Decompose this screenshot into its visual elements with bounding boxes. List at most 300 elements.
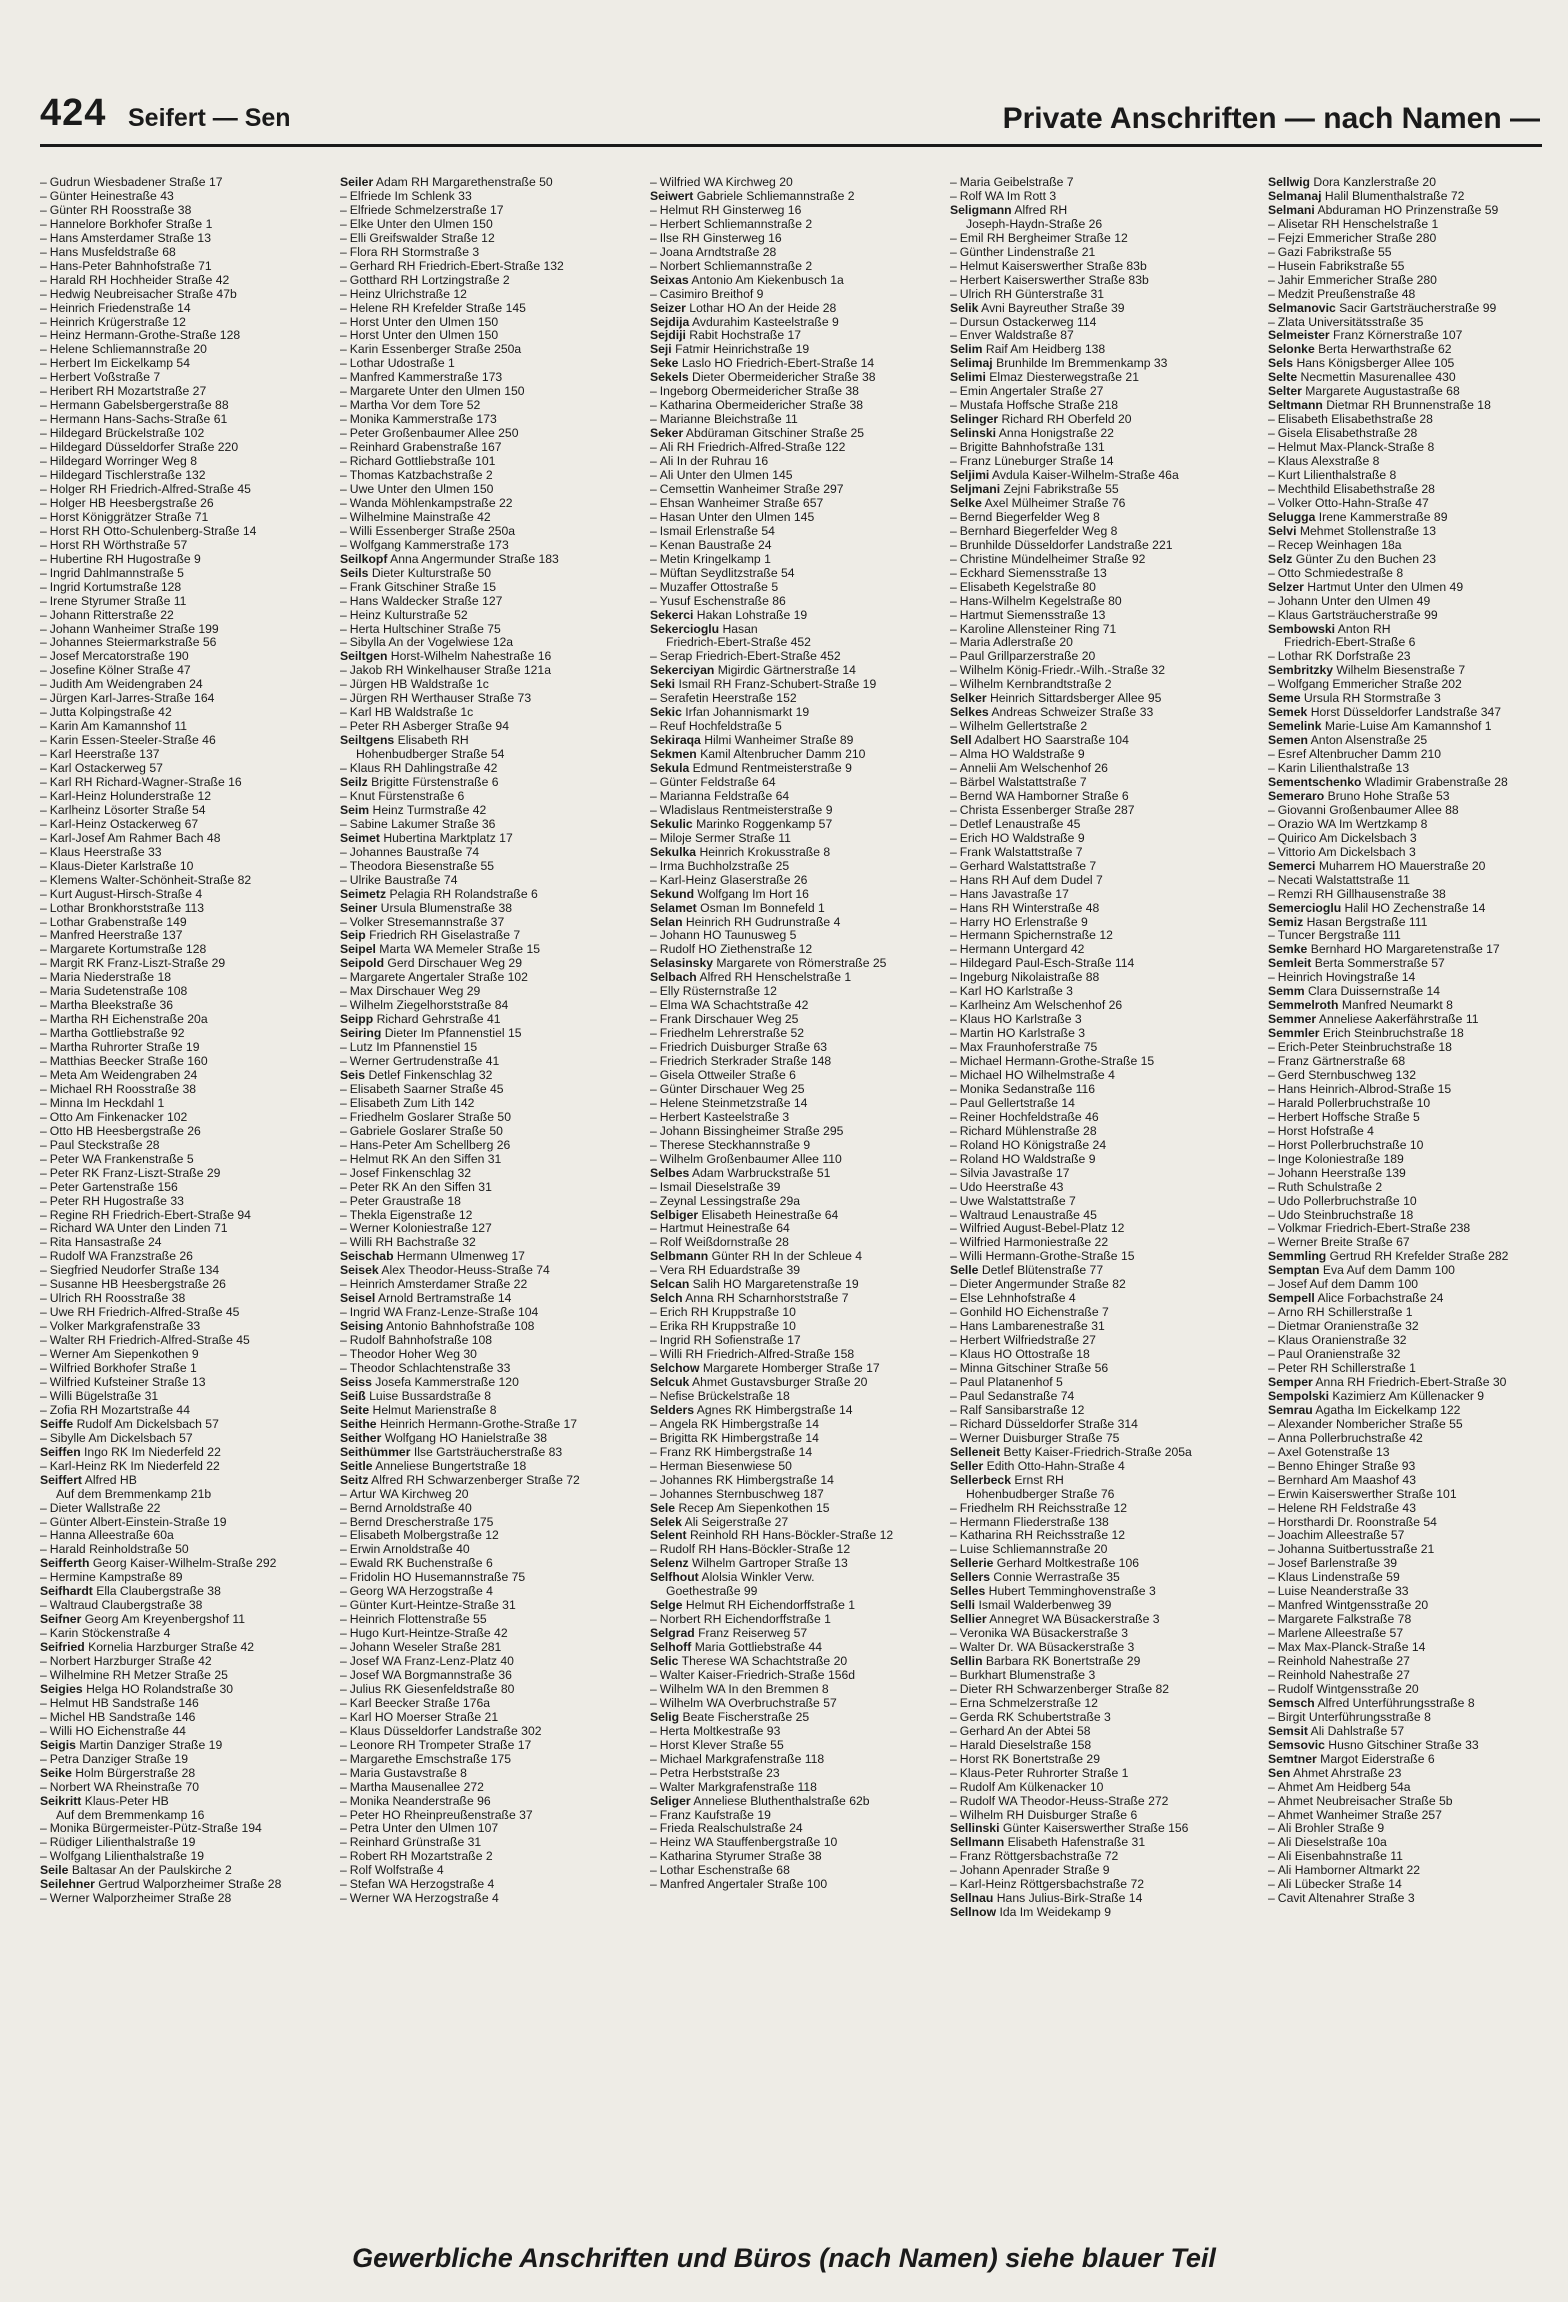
entry-text: Lothar Grabenstraße 149	[49, 915, 187, 929]
repeat-dash: –	[650, 1808, 657, 1822]
entry-text: Hasan Bergstraße 111	[1303, 915, 1428, 929]
entry-text: Rudolf Wintgensstraße 20	[1277, 1682, 1419, 1696]
directory-entry	[950, 1125, 1235, 1139]
repeat-dash: –	[40, 1208, 47, 1222]
entry-text: Karin Essenberger Straße 250a	[349, 343, 522, 357]
entry-text: Ulrike Baustraße 74	[349, 873, 458, 887]
directory-entry	[340, 1878, 625, 1892]
entry-text: Bernd Biegerfelder Weg 8	[959, 510, 1100, 524]
surname: Selmanaj	[1268, 189, 1322, 203]
entry-text: Ingo RK Im Niederfeld 22	[80, 1445, 221, 1459]
entry-text: Quirico Am Dickelsbach 3	[1277, 831, 1417, 845]
repeat-dash: –	[650, 1543, 657, 1557]
directory-entry	[340, 427, 625, 441]
surname: Selinski	[950, 427, 997, 441]
directory-entry	[340, 902, 625, 916]
surname: Sejdija	[650, 315, 690, 329]
entry-text: Harald Pollerbruchstraße 10	[1277, 1096, 1431, 1110]
directory-entry	[340, 343, 625, 357]
directory-entry	[40, 1836, 325, 1850]
page-header	[40, 92, 1540, 142]
repeat-dash: –	[650, 1682, 657, 1696]
entry-text: Roland HO Waldstraße 9	[959, 1152, 1096, 1166]
directory-entry	[650, 1292, 935, 1306]
entry-text: Karl RH Richard-Wagner-Straße 16	[49, 775, 242, 789]
directory-entry	[340, 218, 625, 232]
entry-text: Angela RK Himbergstraße 14	[659, 1417, 819, 1431]
surname: Selgrad	[650, 1627, 695, 1641]
entry-text: Herman Biesenwiese 50	[659, 1459, 792, 1473]
repeat-dash: –	[950, 594, 957, 608]
entry-text: Johannes RK Himbergstraße 14	[659, 1473, 834, 1487]
surname: Selbes	[650, 1166, 690, 1180]
entry-text: Peter RH Hugostraße 33	[49, 1194, 184, 1208]
directory-entry	[950, 1306, 1235, 1320]
directory-entry	[40, 929, 325, 943]
directory-entry	[1268, 511, 1538, 525]
directory-entry	[950, 1153, 1235, 1167]
directory-entry	[40, 664, 325, 678]
directory-entry	[1268, 1502, 1538, 1516]
repeat-dash: –	[40, 469, 47, 483]
directory-entry	[1268, 943, 1538, 957]
entry-text: Kurt August-Hirsch-Straße 4	[49, 887, 203, 901]
directory-entry	[40, 1250, 325, 1264]
directory-entry	[950, 1097, 1235, 1111]
repeat-dash: –	[1268, 1166, 1275, 1180]
surname: Sekund	[650, 887, 695, 901]
directory-entry	[1268, 1250, 1538, 1264]
surname: Seile	[40, 1864, 69, 1878]
repeat-dash: –	[340, 915, 347, 929]
directory-entry	[1268, 399, 1538, 413]
directory-entry	[340, 1850, 625, 1864]
repeat-dash: –	[40, 1724, 47, 1738]
directory-entry	[950, 1711, 1235, 1725]
repeat-dash: –	[40, 496, 47, 510]
entry-text: Connie Werrastraße 35	[989, 1571, 1120, 1585]
directory-entry	[650, 1139, 935, 1153]
entry-text: Hubertine RH Hugostraße 9	[49, 552, 201, 566]
directory-entry	[650, 902, 935, 916]
surname: Sellier	[950, 1613, 987, 1627]
entry-text: Therese Steckhannstraße 9	[659, 1138, 811, 1152]
directory-entry	[650, 1864, 935, 1878]
repeat-dash: –	[40, 455, 47, 469]
directory-entry	[40, 1683, 325, 1697]
repeat-dash: –	[40, 1403, 47, 1417]
entry-text: Berta Herwarthstraße 62	[1314, 343, 1452, 357]
repeat-dash: –	[950, 1236, 957, 1250]
repeat-dash: –	[40, 1389, 47, 1403]
directory-entry	[340, 846, 625, 860]
directory-entry	[1268, 664, 1538, 678]
directory-entry	[650, 469, 935, 483]
entry-text: Jahir Emmericher Straße 280	[1277, 273, 1437, 287]
entry-text: Luise Bussardstraße 8	[365, 1389, 492, 1403]
entry-text: Manfred Heerstraße 137	[49, 929, 183, 943]
surname: Seipp	[340, 1013, 374, 1027]
entry-text: Harry HO Erlenstraße 9	[959, 915, 1088, 929]
directory-entry	[340, 1306, 625, 1320]
directory-entry	[40, 762, 325, 776]
directory-entry	[1268, 1795, 1538, 1809]
surname: Seikritt	[40, 1794, 82, 1808]
repeat-dash: –	[950, 1362, 957, 1376]
entry-text: Irma Buchholzstraße 25	[659, 859, 790, 873]
directory-entry	[340, 1543, 625, 1557]
entry-text: Osman Im Bonnefeld 1	[696, 901, 825, 915]
directory-entry	[40, 1795, 325, 1809]
repeat-dash: –	[950, 1431, 957, 1445]
surname: Semmler	[1268, 1027, 1320, 1041]
directory-entry	[40, 748, 325, 762]
repeat-dash: –	[1268, 831, 1275, 845]
repeat-dash: –	[950, 1348, 957, 1362]
directory-entry	[40, 790, 325, 804]
entry-text: Katharina Obermeidericher Straße 38	[659, 399, 864, 413]
directory-entry	[340, 190, 625, 204]
repeat-dash: –	[950, 859, 957, 873]
surname: Selli	[950, 1599, 976, 1613]
directory-entry	[40, 720, 325, 734]
directory-entry	[650, 943, 935, 957]
directory-entry	[340, 204, 625, 218]
repeat-dash: –	[1268, 1822, 1275, 1836]
repeat-dash: –	[340, 301, 347, 315]
entry-text: Alisetar RH Henschelstraße 1	[1277, 217, 1439, 231]
directory-entry	[40, 1390, 325, 1404]
entry-text: Karin Essen-Steeler-Straße 46	[49, 734, 216, 748]
entry-text: Leonore RH Trompeter Straße 17	[349, 1738, 532, 1752]
surname: Selvi	[1268, 524, 1297, 538]
repeat-dash: –	[40, 1459, 47, 1473]
directory-entry	[340, 1390, 625, 1404]
entry-text: Karlheinz Lösorter Straße 54	[49, 803, 206, 817]
directory-entry	[1268, 413, 1538, 427]
repeat-dash: –	[340, 971, 347, 985]
repeat-dash: –	[40, 985, 47, 999]
surname: Seiltgens	[340, 734, 395, 748]
directory-entry	[650, 1181, 935, 1195]
repeat-dash: –	[650, 1236, 657, 1250]
directory-entry	[340, 316, 625, 330]
directory-entry	[340, 483, 625, 497]
entry-text: Elly Rüsternstraße 12	[659, 985, 777, 999]
directory-entry	[650, 1446, 935, 1460]
repeat-dash: –	[650, 455, 657, 469]
entry-text: Richard RH Oberfeld 20	[998, 413, 1132, 427]
entry-text: Karl HO Moerser Straße 21	[349, 1710, 499, 1724]
directory-entry	[950, 1250, 1235, 1264]
directory-entry	[40, 609, 325, 623]
entry-text: Gerhard RH Friedrich-Ebert-Straße 132	[349, 259, 564, 273]
entry-text: Eckhard Siemensstraße 13	[959, 566, 1107, 580]
entry-text: Julius RK Giesenfeldstraße 80	[349, 1682, 515, 1696]
repeat-dash: –	[650, 1752, 657, 1766]
entry-text: Martha RH Eichenstraße 20a	[49, 1013, 208, 1027]
entry-text: Luise Neanderstraße 33	[1277, 1585, 1409, 1599]
directory-entry	[1268, 302, 1538, 316]
repeat-dash: –	[650, 176, 657, 189]
surname: Selasinsky	[650, 957, 714, 971]
repeat-dash: –	[650, 1124, 657, 1138]
directory-entry	[40, 1655, 325, 1669]
repeat-dash: –	[950, 1515, 957, 1529]
directory-entry	[650, 1753, 935, 1767]
entry-text: Peter HO Rheinpreußenstraße 37	[349, 1808, 533, 1822]
directory-entry	[650, 985, 935, 999]
entry-text: Reinhold RH Hans-Böckler-Straße 12	[686, 1529, 894, 1543]
entry-text: Theodor Hoher Weg 30	[349, 1348, 477, 1362]
repeat-dash: –	[40, 1222, 47, 1236]
repeat-dash: –	[340, 1892, 347, 1906]
repeat-dash: –	[40, 176, 47, 189]
surname: Semeraro	[1268, 789, 1325, 803]
directory-entry	[950, 1236, 1235, 1250]
directory-entry	[1268, 1809, 1538, 1823]
directory-entry	[340, 1083, 625, 1097]
directory-entry	[40, 1125, 325, 1139]
directory-entry	[650, 539, 935, 553]
entry-text: Bernhard HO Margaretenstraße 17	[1307, 943, 1500, 957]
repeat-dash: –	[650, 1180, 657, 1194]
directory-entry	[950, 664, 1235, 678]
directory-entry	[650, 232, 935, 246]
directory-entry	[950, 1488, 1235, 1502]
entry-text: Klaus RH Dahlingstraße 42	[349, 762, 498, 776]
directory-entry	[340, 957, 625, 971]
directory-entry	[650, 1850, 935, 1864]
surname: Selcan	[650, 1278, 690, 1292]
entry-text: Hilmi Wanheimer Straße 89	[700, 734, 854, 748]
repeat-dash: –	[340, 1766, 347, 1780]
repeat-dash: –	[40, 217, 47, 231]
directory-entry	[950, 860, 1235, 874]
repeat-dash: –	[650, 1613, 657, 1627]
surname: Seke	[650, 357, 679, 371]
directory-entry	[340, 706, 625, 720]
entry-text: Ewald RK Buchenstraße 6	[349, 1557, 493, 1571]
entry-text: Martha Gottliebstraße 92	[49, 1027, 185, 1041]
entry-text: Stefan WA Herzogstraße 4	[349, 1878, 495, 1892]
directory-entry	[950, 1460, 1235, 1474]
directory-entry	[650, 455, 935, 469]
entry-text: Friedhelm Lehrerstraße 52	[659, 1027, 805, 1041]
directory-entry	[650, 1781, 935, 1795]
entry-text: Bernhard Biegerfelder Weg 8	[959, 524, 1118, 538]
directory-entry	[650, 818, 935, 832]
repeat-dash: –	[340, 469, 347, 483]
entry-text: Zeynal Lessingstraße 29a	[659, 1194, 801, 1208]
directory-entry	[40, 636, 325, 650]
repeat-dash: –	[650, 287, 657, 301]
entry-text: Wilhelm WA Overbruchstraße 57	[659, 1696, 837, 1710]
directory-entry	[340, 1599, 625, 1613]
directory-entry	[950, 455, 1235, 469]
directory-entry	[40, 985, 325, 999]
directory-entry	[340, 329, 625, 343]
directory-entry	[650, 650, 935, 664]
repeat-dash: –	[40, 1264, 47, 1278]
entry-text: Ruth Schulstraße 2	[1277, 1180, 1383, 1194]
entry-text: Wolfgang Kammerstraße 173	[349, 538, 509, 552]
directory-entry	[1268, 902, 1538, 916]
repeat-dash: –	[950, 1110, 957, 1124]
entry-text: Wilhelmine RH Metzer Straße 25	[49, 1668, 228, 1682]
entry-text: Brigitta RK Himbergstraße 14	[659, 1431, 819, 1445]
entry-text: Gisela Elisabethstraße 28	[1277, 427, 1418, 441]
repeat-dash: –	[1268, 217, 1275, 231]
repeat-dash: –	[40, 692, 47, 706]
entry-text: Wilfried Harmoniestraße 22	[959, 1236, 1109, 1250]
repeat-dash: –	[340, 664, 347, 678]
repeat-dash: –	[1268, 594, 1275, 608]
entry-text: Anton RH	[1335, 622, 1391, 636]
entry-text: Richard Düsseldorfer Straße 314	[959, 1417, 1138, 1431]
repeat-dash: –	[340, 1668, 347, 1682]
repeat-dash: –	[40, 1236, 47, 1250]
surname: Selkes	[950, 706, 989, 720]
entry-text: Günter RH Roosstraße 38	[49, 203, 192, 217]
repeat-dash: –	[650, 1264, 657, 1278]
directory-entry	[650, 357, 935, 371]
entry-text: Baltasar An der Paulskirche 2	[68, 1864, 232, 1878]
entry-text: Migirdic Gärtnerstraße 14	[714, 664, 856, 678]
directory-entry	[650, 595, 935, 609]
directory-entry	[950, 1013, 1235, 1027]
surname: Selamet	[650, 901, 697, 915]
repeat-dash: –	[40, 971, 47, 985]
repeat-dash: –	[950, 1375, 957, 1389]
entry-text: Ismail RH Franz-Schubert-Straße 19	[675, 678, 877, 692]
entry-text: Martin HO Karlstraße 3	[959, 1027, 1086, 1041]
repeat-dash: –	[40, 1780, 47, 1794]
repeat-dash: –	[950, 1529, 957, 1543]
surname: Seiltgen	[340, 650, 388, 664]
directory-entry	[1268, 1474, 1538, 1488]
entry-text: Uwe Unter den Ulmen 150	[349, 482, 494, 496]
entry-text: Marianna Feldstraße 64	[659, 789, 790, 803]
entry-text: Hildegard Paul-Esch-Straße 114	[959, 957, 1135, 971]
entry-text: Karl-Josef Am Rahmer Bach 48	[49, 831, 221, 845]
directory-entry	[340, 1488, 625, 1502]
entry-text: Theodor Schlachtenstraße 33	[349, 1362, 511, 1376]
entry-text: Jürgen RH Werthauser Straße 73	[349, 692, 532, 706]
repeat-dash: –	[1268, 803, 1275, 817]
surname: Selbach	[650, 971, 697, 985]
entry-text: Rabit Hochstraße 17	[685, 329, 802, 343]
repeat-dash: –	[950, 1166, 957, 1180]
directory-entry	[40, 1474, 325, 1488]
entry-text: Maria Sudetenstraße 108	[49, 985, 188, 999]
directory-entry	[40, 357, 325, 371]
directory-entry	[650, 1529, 935, 1543]
surname: Seljmani	[950, 482, 1001, 496]
directory-entry	[950, 1404, 1235, 1418]
repeat-dash: –	[650, 552, 657, 566]
entry-text: Ahmet Ahrstraße 23	[1290, 1766, 1402, 1780]
directory-entry	[340, 720, 625, 734]
repeat-dash: –	[950, 231, 957, 245]
directory-entry	[1268, 483, 1538, 497]
directory-entry	[950, 427, 1235, 441]
directory-entry	[340, 399, 625, 413]
entry-text: Knut Fürstenstraße 6	[349, 789, 465, 803]
surname: Seithe	[340, 1417, 377, 1431]
repeat-dash: –	[650, 1152, 657, 1166]
repeat-dash: –	[340, 608, 347, 622]
surname: Selles	[950, 1585, 986, 1599]
directory-entry	[1268, 818, 1538, 832]
repeat-dash: –	[950, 176, 957, 189]
directory-entry	[950, 1571, 1235, 1585]
entry-text: Sibylle Am Dickelsbach 57	[49, 1431, 193, 1445]
repeat-dash: –	[40, 803, 47, 817]
entry-text: Peter RK Franz-Liszt-Straße 29	[49, 1166, 221, 1180]
surname: Sekels	[650, 371, 689, 385]
directory-entry	[340, 888, 625, 902]
directory-entry	[1268, 1153, 1538, 1167]
entry-text: Franz Reiserweg 57	[694, 1627, 808, 1641]
repeat-dash: –	[40, 524, 47, 538]
directory-entry	[950, 734, 1235, 748]
entry-text: Matthias Beecker Straße 160	[49, 1055, 208, 1069]
directory-entry	[1268, 929, 1538, 943]
repeat-dash: –	[650, 720, 657, 734]
repeat-dash: –	[40, 1850, 47, 1864]
directory-entry	[40, 1543, 325, 1557]
directory-entry	[950, 1599, 1235, 1613]
repeat-dash: –	[340, 1362, 347, 1376]
repeat-dash: –	[340, 1696, 347, 1710]
entry-text: Friedhelm Goslarer Straße 50	[349, 1110, 511, 1124]
repeat-dash: –	[40, 510, 47, 524]
repeat-dash: –	[650, 203, 657, 217]
surname: Sellinski	[950, 1822, 1000, 1836]
directory-entry	[1268, 274, 1538, 288]
entry-text: Helene RH Krefelder Straße 145	[349, 301, 526, 315]
entry-text: Hartmut Heinestraße 64	[659, 1222, 790, 1236]
directory-entry	[340, 413, 625, 427]
surname: Selke	[950, 496, 982, 510]
entry-text: Cavit Altenahrer Straße 3	[1277, 1892, 1415, 1906]
repeat-dash: –	[340, 1836, 347, 1850]
directory-entry	[40, 1809, 325, 1823]
directory-entry	[950, 1850, 1235, 1864]
directory-entry	[1268, 720, 1538, 734]
repeat-dash: –	[950, 259, 957, 273]
surname: Sementschenko	[1268, 775, 1362, 789]
entry-text: Recep Weinhagen 18a	[1277, 538, 1402, 552]
directory-entry	[340, 539, 625, 553]
directory-entry	[340, 176, 625, 190]
repeat-dash: –	[650, 789, 657, 803]
directory-entry	[950, 1222, 1235, 1236]
surname: Semen	[1268, 734, 1308, 748]
entry-text: Paul Grillparzerstraße 20	[959, 650, 1096, 664]
repeat-dash: –	[1268, 1110, 1275, 1124]
directory-entry	[950, 329, 1235, 343]
repeat-dash: –	[1268, 1850, 1275, 1864]
entry-text: Andreas Schweizer Straße 33	[988, 706, 1154, 720]
entry-text: Barbara RK Bonertstraße 29	[982, 1655, 1141, 1669]
directory-entry	[1268, 748, 1538, 762]
entry-text: Agnes RK Himbergstraße 14	[694, 1403, 853, 1417]
directory-entry	[950, 595, 1235, 609]
entry-text: Hartmut Unter den Ulmen 49	[1303, 580, 1464, 594]
entry-text: Volkmar Friedrich-Ebert-Straße 238	[1277, 1222, 1471, 1236]
